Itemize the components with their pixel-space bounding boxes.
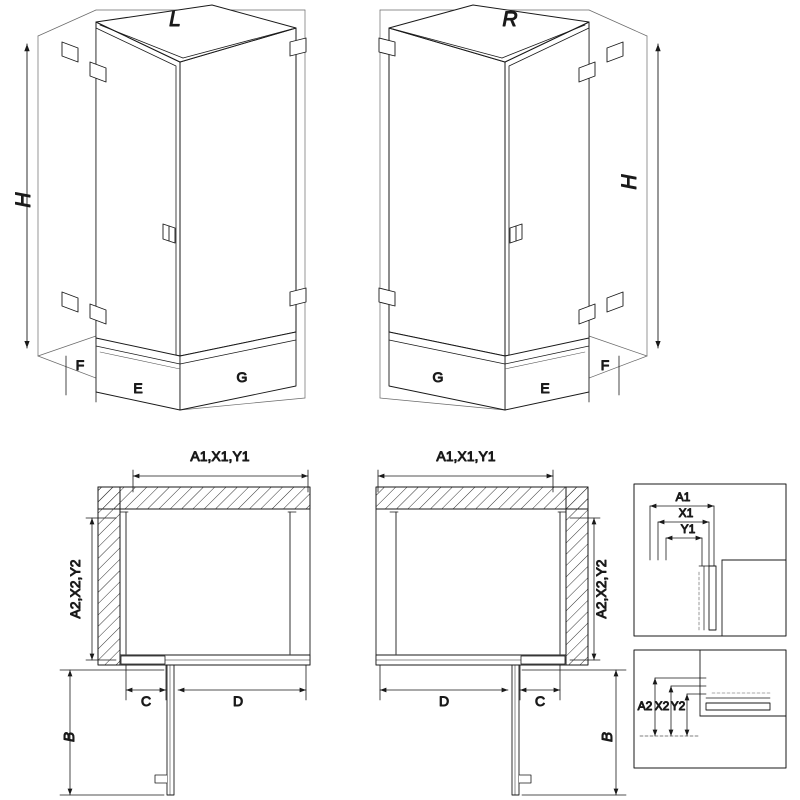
dimension-label-B-left: B — [61, 731, 78, 743]
dimension-label-A1X1Y1-right: A1,X1,Y1 — [436, 448, 496, 464]
dimension-label-A2X2Y2-left: A2,X2,Y2 — [67, 559, 83, 619]
detail-label-X1: X1 — [678, 506, 694, 520]
dimension-label-C-left: C — [140, 693, 152, 709]
label-E-right: E — [540, 380, 550, 396]
label-G-left: G — [236, 369, 248, 385]
detail-label-A1: A1 — [675, 490, 691, 504]
detail-horizontal-dimensions — [634, 484, 786, 636]
label-height-left: H — [12, 192, 35, 208]
dimension-label-D-right: D — [438, 693, 450, 709]
label-G-right: G — [432, 369, 444, 385]
label-version-left: L — [169, 8, 181, 31]
dimension-label-C-right: C — [534, 693, 546, 709]
view-right-plan — [376, 470, 626, 795]
detail-label-Y1: Y1 — [680, 522, 696, 536]
detail-label-Y2: Y2 — [670, 699, 686, 713]
view-left-plan — [60, 470, 310, 795]
detail-label-A2: A2 — [637, 699, 653, 713]
dimension-label-A2X2Y2-right: A2,X2,Y2 — [593, 559, 609, 619]
label-E-left: E — [133, 380, 143, 396]
label-version-right: R — [502, 8, 518, 31]
label-F-right: F — [600, 357, 610, 373]
detail-label-X2: X2 — [654, 699, 670, 713]
dimension-label-A1X1Y1-left: A1,X1,Y1 — [190, 448, 250, 464]
dimension-label-D-left: D — [232, 693, 244, 709]
view-right-perspective — [379, 5, 658, 410]
label-height-right: H — [618, 174, 641, 190]
dimension-label-B-right: B — [599, 731, 616, 743]
view-left-perspective — [27, 5, 306, 410]
label-F-left: F — [75, 357, 85, 373]
